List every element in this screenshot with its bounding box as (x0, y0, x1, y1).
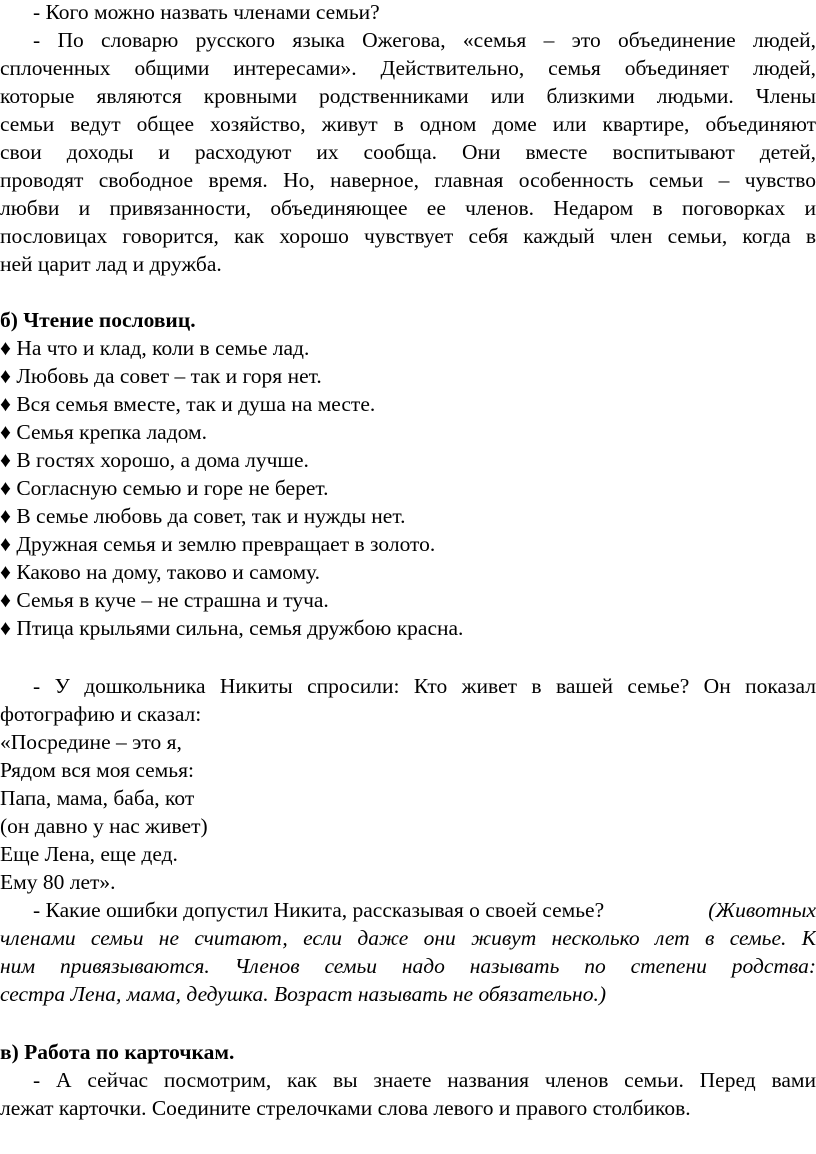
proverb-item: ♦ Семья в куче – не страшна и туча. (0, 588, 329, 612)
proverb-item: ♦ Каково на дому, таково и самому. (0, 560, 321, 584)
nikita-line: - У дошкольника Никиты спросили: Кто живет в вашей семье? Он показал (33, 674, 816, 698)
intro-answer-line: которые являются кровными родственниками или близкими людьми. Члены (0, 84, 816, 108)
nikita-answer-line: сестра Лена, мама, дедушка. Возраст называть не обязательно.) (0, 982, 606, 1006)
proverb-item: ♦ Птица крыльями сильна, семья дружбою красна. (0, 616, 464, 640)
nikita-answer-line: ним привязываются. Членов семьи надо называть по степени родства: (0, 954, 816, 978)
proverb-item: ♦ В семье любовь да совет, так и нужды нет. (0, 504, 406, 528)
proverbs-heading: б) Чтение пословиц. (0, 308, 196, 332)
poem-line: Папа, мама, баба, кот (0, 786, 195, 810)
intro-answer-line: проводят свободное время. Но, наверное, главная особенность семьи – чувство (0, 168, 816, 192)
cards-line: - А сейчас посмотрим, как вы знаете названия членов семьи. Перед вами (33, 1068, 816, 1092)
proverb-item: ♦ Согласную семью и горе не берет. (0, 476, 329, 500)
proverb-item: ♦ Семья крепка ладом. (0, 420, 207, 444)
poem-line: Рядом вся моя семья: (0, 758, 194, 782)
intro-answer-line: пословицах говорится, как хорошо чувствует себя каждый член семьи, когда в (0, 224, 816, 248)
poem-line: Ему 80 лет». (0, 870, 116, 894)
poem-line: (он давно у нас живет) (0, 814, 208, 838)
nikita-question-line (0, 896, 816, 924)
nikita-line: фотографию и сказал: (0, 702, 202, 726)
proverb-item: ♦ Дружная семья и землю превращает в золото. (0, 532, 436, 556)
intro-answer-line: любви и привязанности, объединяющее ее членов. Недаром в поговорках и (0, 196, 816, 220)
intro-answer-line: сплоченных общими интересами». Действительно, семья объединяет людей, (0, 56, 816, 80)
intro-answer-line: семьи ведут общее хозяйство, живут в одном доме или квартире, объединяют (0, 112, 816, 136)
intro-answer-line: свои доходы и расходуют их сообща. Они вместе воспитывают детей, (0, 140, 816, 164)
proverb-item: ♦ Любовь да совет – так и горя нет. (0, 364, 322, 388)
cards-heading: в) Работа по карточкам. (0, 1040, 235, 1064)
cards-line: лежат карточки. Соедините стрелочками слова левого и правого столбиков. (0, 1096, 691, 1120)
poem-line: «Посредине – это я, (0, 730, 182, 754)
intro-answer-line: ней царит лад и дружба. (0, 252, 222, 276)
intro-answer-line: - По словарю русского языка Ожегова, «семья – это объединение людей, (33, 28, 816, 52)
nikita-answer-line: членами семьи не считают, если даже они живут несколько лет в семье. К (0, 926, 816, 950)
nikita-question: - Какие ошибки допустил Никита, рассказывая о своей семье? (33, 898, 605, 922)
proverb-item: ♦ В гостях хорошо, а дома лучше. (0, 448, 309, 472)
nikita-answer-start: (Животных (708, 898, 816, 922)
poem-line: Еще Лена, еще дед. (0, 842, 178, 866)
intro-question: - Кого можно назвать членами семьи? (33, 0, 380, 24)
proverb-item: ♦ Вся семья вместе, так и душа на месте. (0, 392, 376, 416)
proverb-item: ♦ На что и клад, коли в семье лад. (0, 336, 310, 360)
